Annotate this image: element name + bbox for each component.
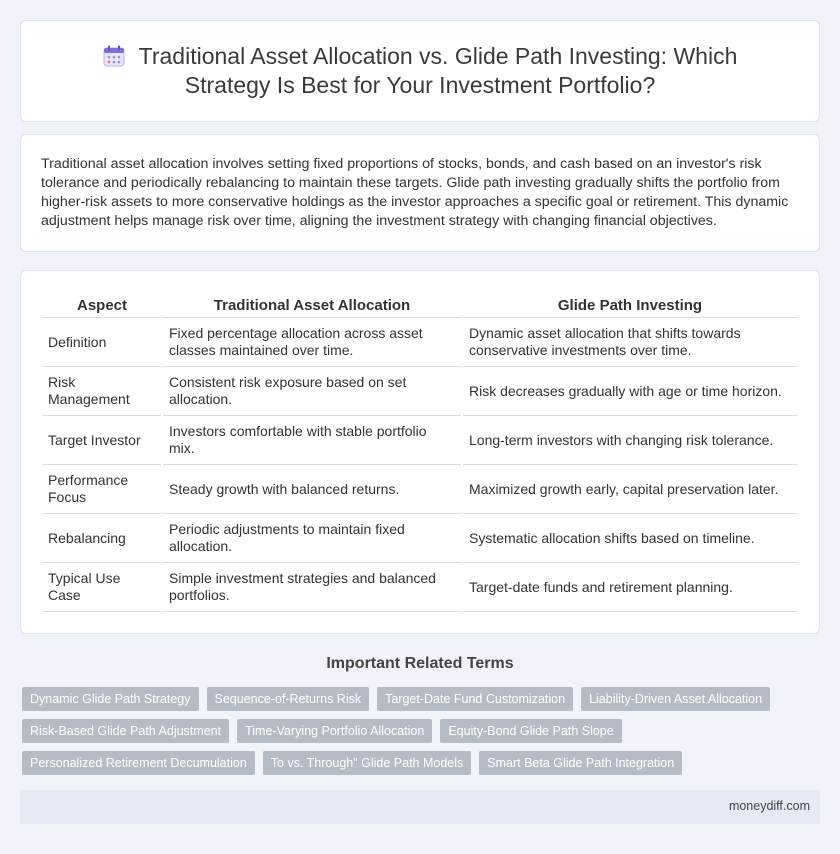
cell-glide-path: Systematic allocation shifts based on timeline. [462,514,798,563]
comparison-card [20,270,820,634]
cell-glide-path: Risk decreases gradually with age or time horizon. [462,367,798,416]
cell-aspect: Target Investor [42,416,162,465]
cell-traditional: Consistent risk exposure based on set allocation. [162,367,462,416]
related-term-tag[interactable]: Dynamic Glide Path Strategy [22,687,199,711]
calendar-icon [103,45,125,67]
cell-glide-path: Target-date funds and retirement planning. [462,563,798,612]
tag-row [22,751,822,775]
page-title-text: Traditional Asset Allocation vs. Glide Path Investing: Which Strategy Is Best for Your Investment Portfolio? [138,43,738,98]
tag-row [22,687,822,711]
header-glide-path: Glide Path Investing [462,295,798,318]
related-term-tag[interactable]: Equity-Bond Glide Path Slope [440,719,621,743]
related-term-tag[interactable]: Target-Date Fund Customization [377,687,573,711]
table-row [42,367,798,416]
footer [20,790,820,824]
related-term-tag[interactable]: Time-Varying Portfolio Allocation [237,719,432,743]
related-term-tag[interactable]: To vs. Through" Glide Path Models [263,751,472,775]
table-row [42,563,798,612]
related-terms-title: Important Related Terms [326,655,514,672]
related-term-tag[interactable]: Smart Beta Glide Path Integration [479,751,682,775]
cell-traditional: Fixed percentage allocation across asset classes maintained over time. [162,318,462,367]
cell-traditional: Steady growth with balanced returns. [162,465,462,514]
comparison-table [42,295,798,612]
cell-aspect: Definition [42,318,162,367]
table-header-row [42,295,798,318]
related-term-tag[interactable]: Personalized Retirement Decumulation [22,751,255,775]
cell-aspect: Risk Management [42,367,162,416]
related-term-tag[interactable]: Liability-Driven Asset Allocation [581,687,770,711]
cell-glide-path: Dynamic asset allocation that shifts towards conservative investments over time. [462,318,798,367]
tag-row [22,719,822,743]
header-aspect: Aspect [42,295,162,318]
title-card [20,20,820,122]
table-row [42,465,798,514]
cell-aspect: Rebalancing [42,514,162,563]
cell-aspect: Typical Use Case [42,563,162,612]
intro-card [20,134,820,252]
intro-paragraph: Traditional asset allocation involves setting fixed proportions of stocks, bonds, and cash based on an investor's risk tolerance and periodically rebalancing to maintain these targets. Glide path investing gradually shifts the portfolio from higher-risk assets to more conservative holdings as the investor approaches a specific goal or retirement. This dynamic adjustment helps manage risk over time, aligning the investment strategy with changing financial objectives. [41,156,789,229]
related-terms-list [22,687,822,783]
cell-glide-path: Maximized growth early, capital preservation later. [462,465,798,514]
related-term-tag[interactable]: Sequence-of-Returns Risk [207,687,370,711]
page-title [61,42,779,100]
cell-traditional: Periodic adjustments to maintain fixed allocation. [162,514,462,563]
cell-traditional: Investors comfortable with stable portfolio mix. [162,416,462,465]
cell-traditional: Simple investment strategies and balanced portfolios. [162,563,462,612]
table-row [42,514,798,563]
related-term-tag[interactable]: Risk-Based Glide Path Adjustment [22,719,229,743]
table-row [42,416,798,465]
cell-aspect: Performance Focus [42,465,162,514]
footer-site-link[interactable]: moneydiff.com [728,799,810,813]
table-row [42,318,798,367]
cell-glide-path: Long-term investors with changing risk tolerance. [462,416,798,465]
header-traditional: Traditional Asset Allocation [162,295,462,318]
